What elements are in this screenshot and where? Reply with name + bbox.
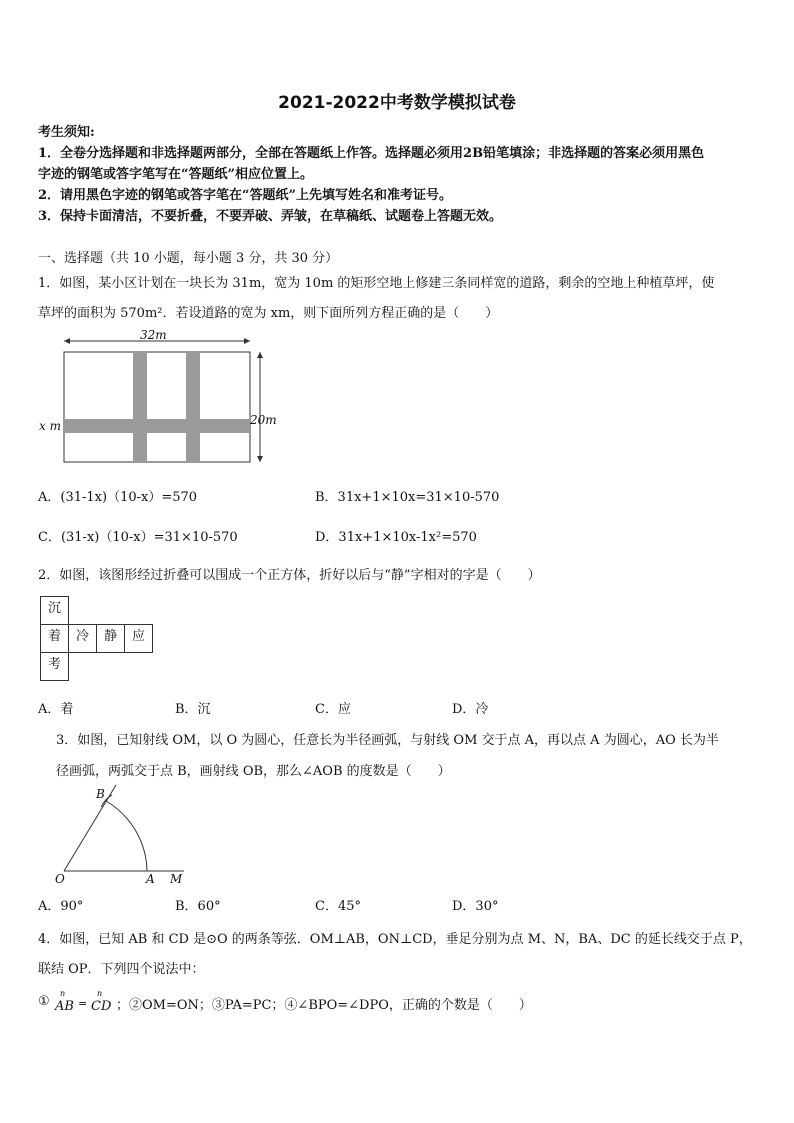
q3-option-a[interactable]: A．90° [38,899,84,914]
point-b-label: B [96,787,105,801]
notice-line-3: 2．请用黑色字迹的钢笔或答字笔在“答题纸”上先填写姓名和准考证号。 [38,188,453,203]
arc-cd: CD [91,999,112,1014]
point-a-label: A [146,872,155,886]
road-diagram [36,327,286,472]
q3-option-d[interactable]: D．30° [452,899,499,914]
q4-statements-rest: ；②OM=ON；③PA=PC；④∠BPO=∠DPO，正确的个数是（ ） [116,998,532,1013]
q3-text-line1: 3．如图，已知射线 OM，以 O 为圆心，任意长为半径画弧，与射线 OM 交于点 A，再以点 A 为圆心，AO 长为半 [56,733,719,748]
circled-number-1: ① [38,994,50,1009]
point-m-label: M [170,872,183,886]
q2-option-c[interactable]: C．应 [315,702,351,717]
net-cell-5: 应 [124,624,153,653]
net-cell-2: 着 [40,624,69,653]
q2-text-line1: 2．如图，该图形经过折叠可以围成一个正方体，折好以后与“静”字相对的字是（ ） [38,568,541,583]
notice-line-2: 字迹的钢笔或答字笔写在“答题纸”相应位置上。 [38,167,313,182]
q1-text-line2: 草坪的面积为 570m²．若设道路的宽为 xm，则下面所列方程正确的是（ ） [38,306,499,321]
page-title: 2021-2022中考数学模拟试卷 [278,93,516,113]
q2-option-a[interactable]: A．着 [38,702,74,717]
q3-option-c[interactable]: C．45° [315,899,361,914]
q3-figure [50,783,190,888]
section-heading: 一、选择题（共 10 小题，每小题 3 分，共 30 分） [38,251,339,266]
q1-option-c[interactable]: C．(31-x)（10-x）=31×10-570 [38,530,238,545]
arc-ab: AB [55,999,74,1014]
notice-heading: 考生须知: [38,125,95,140]
q4-text-line2: 联结 OP．下列四个说法中： [38,962,205,977]
net-cell-3: 冷 [68,624,97,653]
cube-net [40,596,155,682]
net-cell-4: 静 [96,624,125,653]
q1-option-b[interactable]: B．31x+1×10x=31×10-570 [315,490,500,505]
q1-option-d[interactable]: D．31x+1×10x-1x²=570 [315,530,477,545]
q2-option-d[interactable]: D．冷 [452,702,489,717]
fig1-width-label: 20m [250,413,277,427]
q1-option-a[interactable]: A．(31-1x)（10-x）=570 [38,490,198,505]
q1-figure [36,327,286,472]
q3-text-line2: 径画弧，两弧交于点 B，画射线 OB，那么∠AOB 的度数是（ ） [56,764,451,779]
point-o-label: O [55,872,65,886]
net-cell-1: 沉 [40,596,69,625]
q1-text-line1: 1．如图，某小区计划在一块长为 31m，宽为 10m 的矩形空地上修建三条同样宽的道路，剩余的空地上种植草坪，使 [38,276,715,291]
q3-option-b[interactable]: B．60° [175,899,221,914]
notice-line-1: 1．全卷分选择题和非选择题两部分，全部在答题纸上作答。选择题必须用2B铅笔填涂；非选择题的答案必须用黑色 [38,146,705,161]
arc-mark-2: n [97,989,103,998]
arc-mark-1: n [60,989,66,998]
q2-option-b[interactable]: B．沉 [175,702,211,717]
fig1-road-width-label: x m [39,419,61,433]
q4-text-line1: 4．如图，已知 AB 和 CD 是⊙O 的两条等弦．OM⊥AB，ON⊥CD，垂足分别为点 M、N，BA、DC 的延长线交于点 P， [38,932,752,947]
arc-equals: = [78,997,88,1010]
fig1-length-label: 32m [140,328,167,342]
notice-line-4: 3．保持卡面清洁，不要折叠，不要弄破、弄皱，在草稿纸、试题卷上答题无效。 [38,209,503,224]
angle-diagram [50,783,190,888]
net-cell-6: 考 [40,652,69,681]
